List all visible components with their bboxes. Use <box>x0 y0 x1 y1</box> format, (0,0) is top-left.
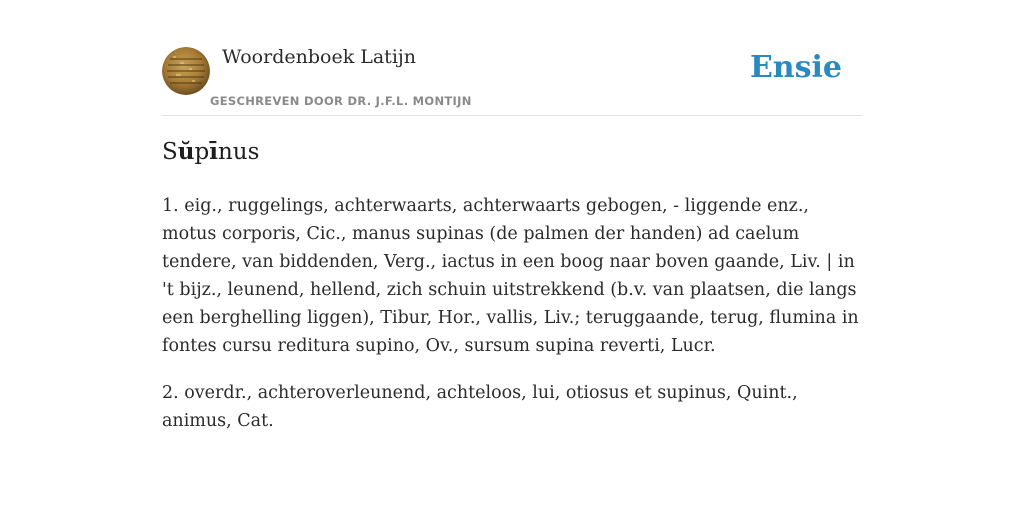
definition-paragraph: 2. overdr., achteroverleunend, achteloos, lui, otiosus et supinus, Quint., animus, Cat. <box>162 383 798 431</box>
headword-part: S <box>162 139 178 165</box>
coin-inscription-icon <box>162 47 210 95</box>
book-title[interactable]: Woordenboek Latijn <box>222 46 417 68</box>
book-header <box>162 44 862 116</box>
definition-paragraph: 1. eig., ruggelings, achterwaarts, achterwaarts gebogen, - liggende enz., motus corporis, Cic., manus supinas (de palmen der handen) ad caelum tendere, van biddenden, Verg., iactus in een boog naar boven gaande, Liv. | in 't bijz., leunend, hellend, zich schuin uitstrekkend (b.v. van plaatsen, die langs een berghelling liggen), Tibur, Hor., vallis, Liv.; teruggaande, terug, flumina in fontes cursu reditura supino, Ov., sursum supina reverti, Lucr. <box>162 196 859 356</box>
headword-part: p <box>194 139 210 165</box>
entry-content <box>162 192 862 454</box>
headword-part-marked: ī <box>209 138 218 165</box>
ensie-logo-link[interactable]: Ensie <box>749 50 842 85</box>
book-cover-image[interactable] <box>162 47 210 95</box>
author-line: GESCHREVEN DOOR DR. J.F.L. MONTIJN <box>210 94 472 108</box>
headword <box>162 138 259 165</box>
headword-part-marked: ŭ <box>177 138 195 165</box>
headword-part: nus <box>217 139 260 165</box>
